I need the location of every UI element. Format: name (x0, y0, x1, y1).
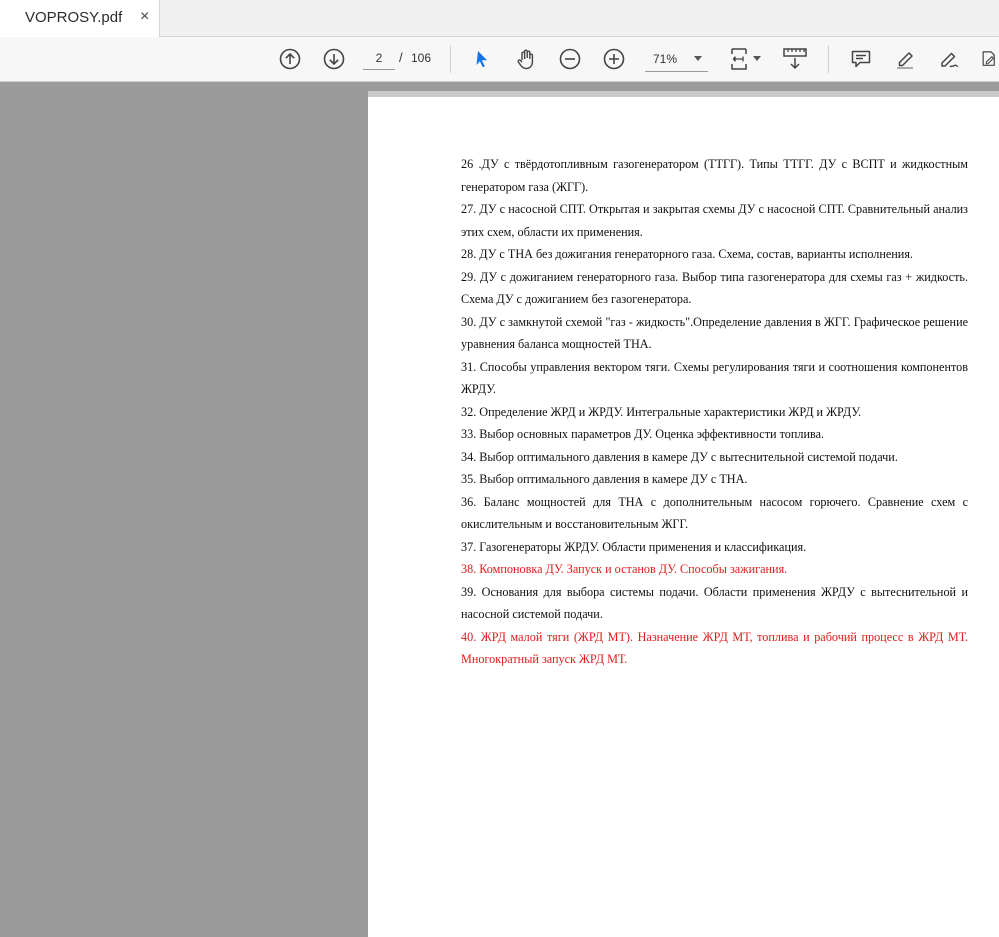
sign-button[interactable] (936, 46, 962, 72)
zoom-out-button[interactable] (557, 46, 583, 72)
edit-document-icon (980, 47, 999, 71)
highlight-button[interactable] (892, 46, 918, 72)
cursor-arrow-icon (470, 47, 494, 71)
arrow-down-circle-icon (322, 47, 346, 71)
page-fit-icon (729, 46, 763, 72)
scroll-down-icon (782, 46, 808, 72)
question-item: 39. Основания для выбора системы подачи. Области применения ЖРДУ с вытеснительной и насосной системой подачи. (461, 584, 968, 621)
question-item: 28. ДУ с ТНА без дожигания генераторного газа. Схема, состав, варианты исполнения. (461, 247, 913, 261)
page-number-input[interactable] (363, 47, 395, 70)
question-item: 37. Газогенераторы ЖРДУ. Области применения и классификация. (461, 539, 807, 554)
question-item: 34. Выбор оптимального давления в камере ДУ с вытеснительной системой подачи. (461, 449, 898, 464)
zoom-value: 71% (653, 52, 678, 66)
toolbar-divider (450, 45, 451, 73)
question-item: 30. ДУ с замкнутой схемой "газ - жидкость".Определение давления в ЖГГ. Графическое решение уравнения баланса мощностей ТНА. (461, 314, 968, 351)
page-content (461, 153, 968, 671)
question-item: 40. ЖРД малой тяги (ЖРД МТ). Назначение ЖРД МТ, топлива и рабочий процесс в ЖРД МТ. Многократный запуск ЖРД МТ. (461, 629, 968, 666)
previous-page-button[interactable] (277, 46, 303, 72)
arrow-up-circle-icon (278, 47, 302, 71)
page-separator: / (399, 50, 403, 65)
tab-bar (0, 0, 999, 37)
pdf-page (368, 91, 999, 937)
zoom-in-button[interactable] (601, 46, 627, 72)
question-item: 33. Выбор основных параметров ДУ. Оценка эффективности топлива. (461, 427, 825, 441)
question-item: 31. Способы управления вектором тяги. Схемы регулирования тяги и соотношения компонентов ЖРДУ. (461, 359, 968, 396)
toolbar (0, 37, 999, 82)
question-item: 29. ДУ с дожиганием генераторного газа. Выбор типа газогенератора для схемы газ + жидкость. Схема ДУ с дожиганием без газогенератора. (461, 269, 968, 306)
pen-sign-icon (937, 47, 961, 71)
question-item: 36. Баланс мощностей для ТНА с дополнительным насосом горючего. Сравнение схем с окислительным и восстановительным ЖГГ. (461, 494, 968, 531)
select-tool-button[interactable] (469, 46, 495, 72)
page-total: 106 (411, 51, 432, 65)
zoom-out-icon (558, 47, 582, 71)
hand-icon (514, 47, 538, 71)
comment-icon (849, 47, 873, 71)
question-item: 32. Определение ЖРД и ЖРДУ. Интегральные характеристики ЖРД и ЖРДУ. (461, 404, 862, 419)
page-layout-button[interactable] (728, 46, 764, 72)
document-tab[interactable] (0, 0, 160, 37)
tab-title: VOPROSY.pdf (25, 9, 123, 26)
zoom-dropdown[interactable] (645, 45, 708, 72)
question-item: 26 .ДУ с твёрдотопливным газогенератором (ТТГГ). Типы ТТГГ. ДУ с ВСПТ и жидкостным генератором газа (ЖГГ). (461, 157, 968, 194)
toolbar-divider-2 (828, 45, 829, 73)
comment-button[interactable] (848, 46, 874, 72)
question-item: 27. ДУ с насосной СПТ. Открытая и закрытая схемы ДУ с насосной СПТ. Сравнительный анализ этих схем, области их применения. (461, 202, 968, 239)
chevron-down-icon (693, 53, 703, 63)
question-item: 35. Выбор оптимального давления в камере ДУ с ТНА. (461, 472, 748, 486)
edit-pdf-button[interactable] (980, 46, 999, 72)
zoom-in-icon (602, 47, 626, 71)
next-page-button[interactable] (321, 46, 347, 72)
hand-tool-button[interactable] (513, 46, 539, 72)
highlighter-icon (893, 47, 917, 71)
scroll-mode-button[interactable] (782, 46, 808, 72)
question-item: 38. Компоновка ДУ. Запуск и останов ДУ. Способы зажигания. (461, 562, 788, 576)
close-tab-icon[interactable]: × (140, 8, 150, 25)
